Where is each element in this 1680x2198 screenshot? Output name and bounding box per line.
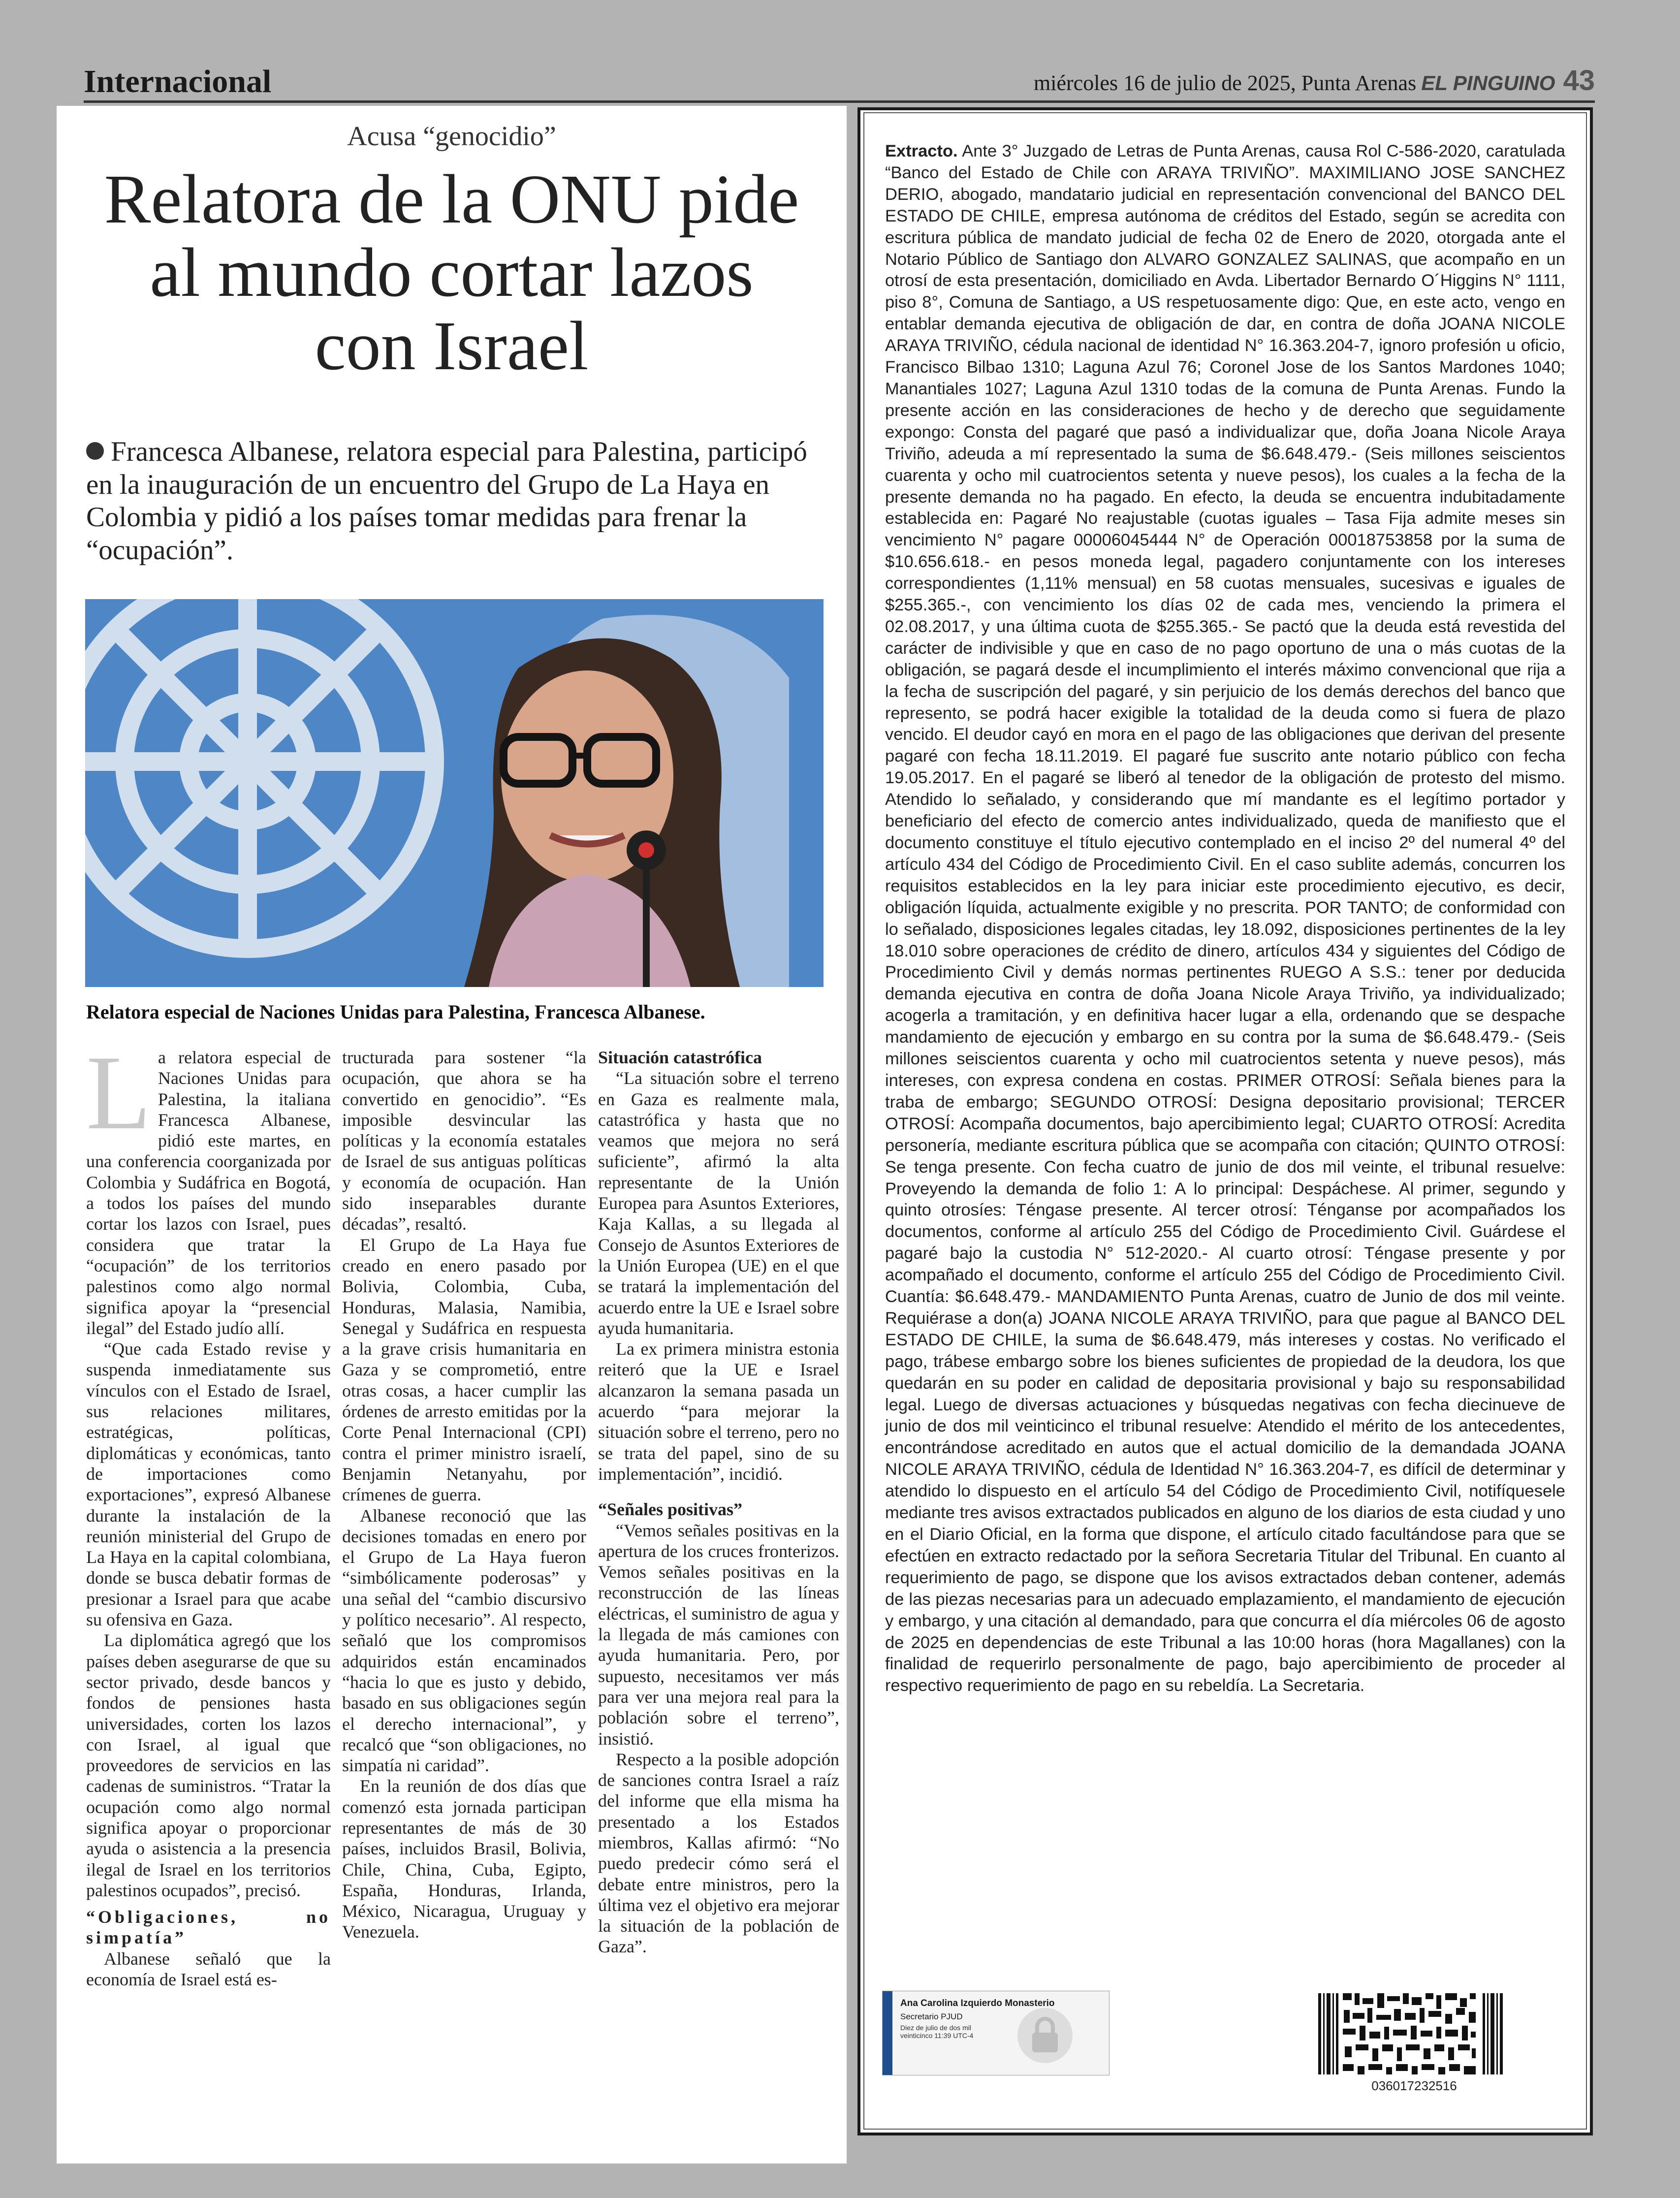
barcode-icon [1318, 1993, 1505, 2074]
signature-date: Diez de julio de dos mil veinticinco 11:39 UTC-4 [900, 2024, 974, 2039]
article-subheading: Situación catastrófica [598, 1048, 762, 1067]
article-paragraph: En la reunión de dos días que comenzó esta jornada participan representantes de más de 30 países, incluidos Brasil, Bolivia, Chile, China, Cuba, Egipto, España, Honduras, Irlanda, México, Nicaragua, Uruguay y Venezuela. [342, 1776, 586, 1942]
article-paragraph: tructurada para sostener “la ocupación, que ahora se ha convertido en genocidio”. “Es imposible desvincular las políticas y la economía estatales de Israel de sus antiguas políticas y economía de ocupación. Han sido inseparables durante décadas”, resaltó. [342, 1048, 586, 1234]
article-paragraph: El Grupo de La Haya fue creado en enero pasado por Bolivia, Colombia, Cuba, Honduras, Malasia, Namibia, Senegal y Sudáfrica en respuesta a la grave crisis humanitaria en Gaza y se comprometió, entre otras cosas, a hacer cumplir las órdenes de arresto emitidas por la Corte Penal Internacional (CPI) contra el primer ministro israelí, Benjamin Netanyahu, por crímenes de guerra. [342, 1235, 586, 1505]
article-headline: Relatora de la ONU pide al mundo cortar lazos con Israel [104, 160, 799, 385]
drop-cap: L [86, 1034, 151, 1151]
photo-caption: Relatora especial de Naciones Unidas para Palestina, Francesca Albanese. [86, 1001, 705, 1023]
page-number: 43 [1563, 64, 1595, 96]
signature-name: Ana Carolina Izquierdo Monasterio [900, 1998, 1055, 2008]
article-subheading: “Obligaciones, no simpatía” [86, 1907, 331, 1948]
newspaper-logo: EL PINGUINO [1421, 71, 1555, 95]
article-paragraph: La ex primera ministra estonia reiteró que la UE e Israel alcanzaron la semana pasada un acuerdo “para mejorar la situación sobre el terreno, pero no se trata del papel, sino de su implementación”, incidió. [598, 1339, 839, 1484]
article-paragraph: “Que cada Estado revise y suspenda inmediatamente sus vínculos con el Estado de Israel, sus relaciones militares, estratégicas, políticas, diplomáticas y económicas, tanto de importaciones como exportaciones”, expresó Albanese durante la instalación de la reunión ministerial del Grupo de La Haya en la capital colombiana, donde se busca debatir formas de presionar a Israel para que acabe su ofensiva en Gaza. [86, 1339, 331, 1630]
article-paragraph: Respecto a la posible adopción de sanciones contra Israel a raíz del informe que ella misma ha presentado a los Estados miembros, Kallas afirmó: “No puedo predecir cómo será el debate entre ministros, pero la última vez el objetivo era mejorar la situación de la población de Gaza”. [598, 1749, 839, 1957]
issue-date: miércoles 16 de julio de 2025, Punta Arenas [1034, 71, 1417, 95]
article-paragraph: Albanese señaló que la economía de Israel está es- [86, 1948, 331, 1990]
article-paragraph: a relatora especial de Naciones Unidas para Palestina, la italiana Francesca Albanese, pidió este martes, en una conferencia coorganizada por Colombia y Sudáfrica en Bogotá, a todos los países del mundo cortar los lazos con Israel, pues considera que tratar la “ocupación” de los territorios palestinos como algo normal significa apoyar la “presencial ilegal” del Estado judío allí. [86, 1048, 331, 1338]
article-photo [85, 599, 824, 987]
article-column-3 [598, 1047, 839, 1957]
legal-body: Ante 3° Juzgado de Letras de Punta Arenas, causa Rol C-586-2020, caratulada “Banco del Estado de Chile con ARAYA TRIVIÑO”. MAXIMILIANO JOSE SANCHEZ DERIO, abogado, mandatario judicial en representación convencional del BANCO DEL ESTADO DE CHILE, empresa autónoma de créditos del Estado, según se acredita con escritura pública de mandato judicial de fecha 02 de Enero de 2020, otorgada ante el Notario Público de Santiago don ALVARO GONZALEZ SALINAS, que acompaño en un otrosí de esta presentación, domiciliado en Avda. Libertador Bernardo O´Higgins N° 1111, piso 8°, Comuna de Santiago, a US respetuosamente digo: Que, en este acto, vengo en entablar demanda ejecutiva de obligación de dar, en contra de doña JOANA NICOLE ARAYA TRIVIÑO, cédula nacional de identidad N° 16.363.204-7, ignoro profesión u oficio, Francisco Bilbao 1310; Laguna Azul 76; Coronel Jose de los Santos Mardones 1040; Manantiales 1027; Laguna Azul 1310 todas de la comuna de Punta Arenas. Fundo la presente acción en las consideraciones de hecho y de derecho que seguidamente expongo: Consta del pagaré que pasó a individualizar que, doña Joana Nicole Araya Triviño, adeuda a mí representado la suma de $6.648.479.- (Seis millones seiscientos cuarenta y ocho mil cuatrocientos setenta y nueve pesos), los cuales a la fecha de la presente demanda no ha pagado. En efecto, la deuda se encuentra indubitadamente establecida en: Pagaré No reajustable (cuotas iguales – Tasa Fija admite meses sin vencimiento N° pagare 00006045444 N° de Operación 00018753858 por la suma de $10.656.618.- en pesos moneda legal, pagadero conjuntamente con los intereses correspondientes (1,11% mensual) en 58 cuotas mensuales, sucesivas e iguales de $255.365.-, con vencimiento los días 02 de cada mes, venciendo la primera el 02.08.2017, y una última cuota de $255.365.- Se pactó que la deuda está revestida del carácter de indivisible y que en caso de no pago oportuno de una o más cuotas de la obligación, se pagará desde el incumplimiento el interés máximo convencional que rija a la fecha de suscripción del pagaré, y sin perjuicio de los demás derechos del banco que represento, se podrá hacer exigible la totalidad de la deuda como si fuera de plazo vencido. El deudor cayó en mora en el pago de las obligaciones que derivan del presente pagaré con fecha 18.11.2019. El pagaré fue suscrito ante notario público con fecha 19.05.2017. En el pagaré se liberó al tenedor de la obligación de protesto del mismo. Atendido lo señalado, y considerando que mí mandante es el legítimo portador y beneficiario del efecto de comercio antes individualizado, queda de manifiesto que el documento constituye el título ejecutivo contemplado en el inciso 2º del numeral 4º del artículo 434 del Código de Procedimiento Civil. En el caso sublite además, concurren los requisitos establecidos en la ley para iniciar este procedimiento ejecutivo, es decir, obligación líquida, actualmente exigible y no prescrita. POR TANTO; de conformidad con lo señalado, disposiciones legales citadas, ley 18.092, disposiciones pertinentes de la ley 18.010 sobre operaciones de crédito de dinero, artículos 434 y siguientes del Código de Procedimiento Civil y demás normas pertinentes RUEGO A S.S.: tener por deducida demanda ejecutiva en contra de doña Joana Nicole Araya Triviño, ya individualizado; acogerla a tramitación, y en definitiva hacer lugar a ella, ordenando que se despache mandamiento de ejecución y embargo en su contra por la suma de $6.648.479.- (Seis millones seiscientos cuarenta y ocho mil cuatrocientos setenta y nueve pesos), más intereses, con expresa condena en costas. PRIMER OTROSÍ: Señala bienes para la traba de embargo; SEGUNDO OTROSÍ: Designa depositario provisional; TERCER OTROSÍ: Acompaña documentos, bajo apercibimiento legal; CUARTO OTROSÍ: Acredita personería, mediante escritura pública que se acompaña con citación; QUINTO OTROSÍ: Se tenga presente. Con fecha cuatro de junio de dos mil veinte, el tribunal resuelve: Proveyendo la demanda de folio 1: A lo principal: Despáchese. Al primer, segundo y quinto otrosíes: Téngase presente. Al tercer otrosí: Ténganse por acompañados los documentos, conforme al artículo 255 del Código de Procedimiento Civil. Guárdese el pagaré bajo la custodia N° 512-2020.- Al cuarto otrosí: Téngase presente y por acompañado el documento, conforme el artículo 255 del Código de Procedimiento Civil. Cuantía: $6.648.479.- MANDAMIENTO Punta Arenas, cuatro de Junio de dos mil veinte. Requiérase a don(a) JOANA NICOLE ARAYA TRIVIÑO, para que pague al BANCO DEL ESTADO DE CHILE, la suma de $6.648.479, más intereses y costas. No verificado el pago, trábese embargo sobre los bienes suficientes de propiedad de la deudora, los que quedarán en su poder en calidad de depositaria provisional y bajo su responsabilidad legal. Luego de diversas actuaciones y búsquedas negativas con fecha diecinueve de junio de dos mil veinticinco el tribunal resuelve: Atendido el mérito de los antecedentes, encontrándose acreditado en autos que el actual domicilio de la demandada JOANA NICOLE ARAYA TRIVIÑO, cédula de Identidad N° 16.363.204-7, es difícil de determinar y atendido lo dispuesto en el artículo 54 del Código de Procedimiento Civil, notifíquesele mediante tres avisos extractados publicados en alguno de los diarios de esta ciudad y uno en el Diario Oficial, en la forma que dispone, el artículo citado facultándose para que se efectúen en extracto redactado por la señora Secretaria Titular del Tribunal. En cuanto al requerimiento de pago, se dispone que los avisos extractados deban contener, además de las piezas necesarias para un adecuado emplazamiento, el mandamiento de ejecución y embargo, y una citación al demandado, para que concurra el día miércoles 06 de agosto de 2025 en dependencias de este Tribunal a las 10:00 horas (hora Magallanes) con la finalidad de requerirlo personalmente de pago, bajo apercibimiento de proceder al respectivo requerimiento de pago en su rebeldía. La Secretaria. [885, 142, 1565, 1695]
article-paragraph: “La situación sobre el terreno en Gaza es realmente mala, catastrófica y hasta que no veamos que mejora no será suficiente”, afirmó la alta representante de la Unión Europea para Asuntos Exteriores, Kaja Kallas, a su llegada al Consejo de Asuntos Exteriores de la Unión Europea (UE) en el que se tratará la implementación del acuerdo entre la UE e Israel sobre ayuda humanitaria. [598, 1068, 839, 1338]
header-rule [84, 100, 1595, 103]
legal-notice-text [885, 141, 1565, 1697]
article-panel [57, 106, 847, 2164]
article-paragraph: “Vemos señales positivas en la apertura de los cruces fronterizos. Vemos señales positivas en la reconstrucción de las líneas eléctricas, el suministro de agua y la llegada de más camiones con ayuda humanitaria. Pero, por supuesto, necesitamos ver más para ver una mejora real para la población sobre el terreno”, insistió. [598, 1520, 839, 1749]
lead-text: Francesca Albanese, relatora especial para Palestina, participó en la inauguración de un encuentro del Grupo de La Haya en Colombia y pidió a los países tomar medidas para frenar la “ocupación”. [86, 436, 807, 566]
electronic-signature [882, 1991, 1109, 2075]
page-header [84, 59, 1595, 103]
legal-label: Extracto. [885, 142, 958, 160]
article-subheading: “Señales positivas” [598, 1499, 743, 1520]
legal-notice-box [857, 107, 1593, 2135]
article-kicker: Acusa “genocidio” [347, 121, 556, 152]
article-column-2 [342, 1047, 586, 1943]
header-meta [1034, 64, 1595, 97]
code-number: 036017232516 [1371, 2078, 1457, 2093]
photo-illustration [85, 599, 824, 987]
bullet-icon [86, 442, 104, 460]
article-paragraph: Albanese reconoció que las decisiones tomadas en enero por el Grupo de La Haya fueron “simbólicamente poderosas” y una señal del “cambio discursivo y político necesario”. Al respecto, señaló que los compromisos adquiridos están encaminados “hacia lo que es justo y debido, basado en sus obligaciones según el derecho internacional”, y recalcó que “son obligaciones, no simpatía ni caridad”. [342, 1505, 586, 1776]
lock-icon [1015, 2006, 1075, 2065]
section-title: Internacional [84, 64, 272, 99]
article-paragraph: La diplomática agregó que los países deben asegurarse de que su sector privado, desde bancos y fondos de pensiones hasta universidades, corten los lazos con Israel, al igual que proveedores de servicios en las cadenas de suministros. “Tratar la ocupación como algo normal significa apoyar o proporcionar ayuda o asistencia a la presencia ilegal de Israel en los territorios palestinos ocupados”, precisó. [86, 1630, 331, 1900]
article-column-1 [86, 1034, 331, 1990]
signature-bar [883, 1991, 892, 2075]
signature-role: Secretario PJUD [900, 2012, 963, 2021]
article-lead [86, 436, 834, 567]
